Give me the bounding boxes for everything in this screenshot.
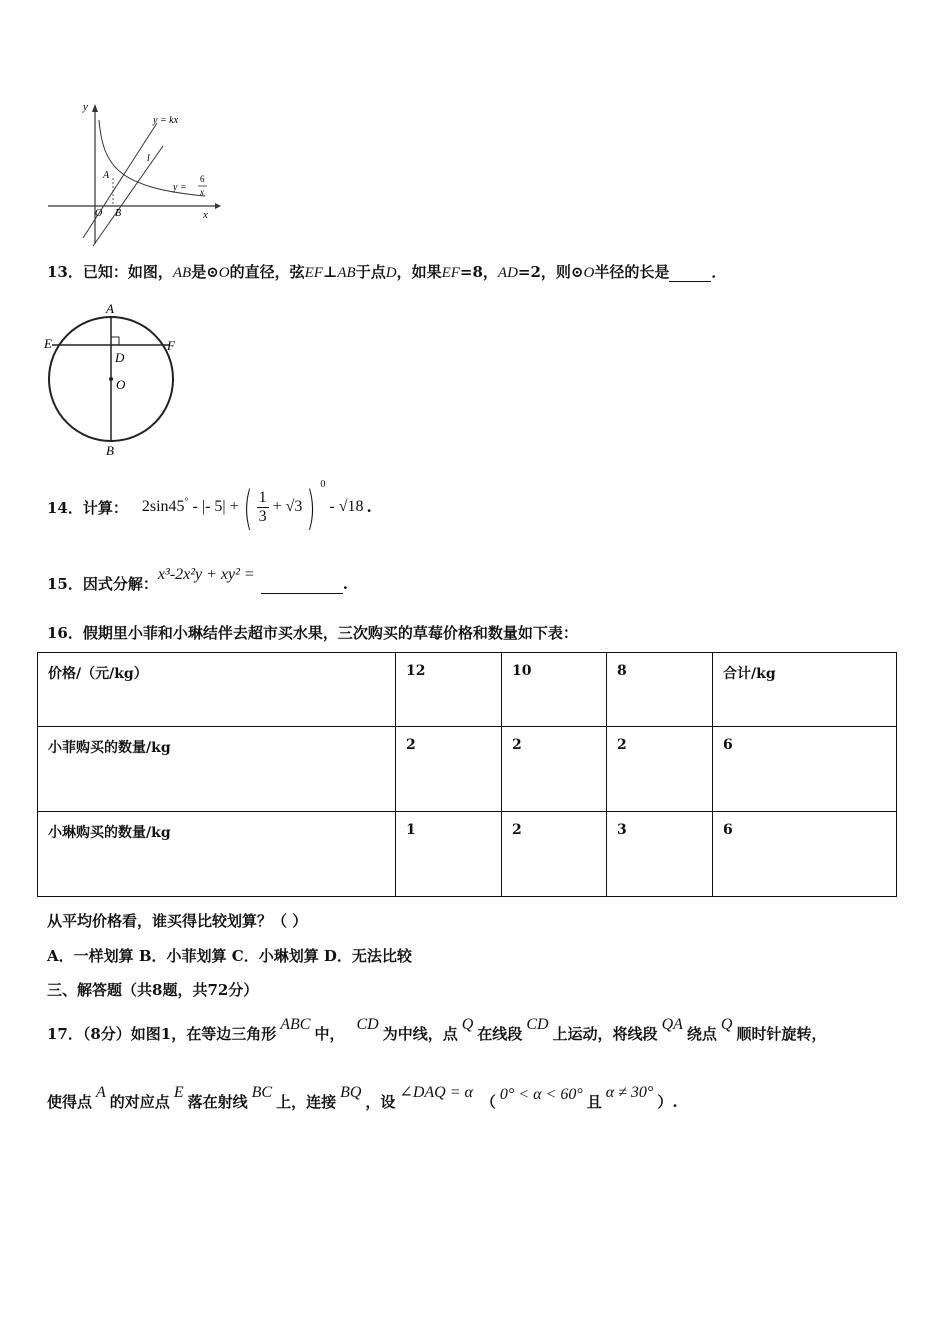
table-cell: 2 [607, 727, 713, 812]
table-cell: 2 [396, 727, 502, 812]
point-o-label: O [95, 208, 103, 219]
question-14 [47, 480, 372, 534]
q14-sqrt18: √18 [338, 498, 364, 516]
q17-range: 0° < α < 60° [499, 1086, 583, 1103]
q17-qa: QA [661, 1016, 683, 1033]
q13-text-h: 半径的长是 [594, 263, 670, 281]
q13-perp: ⊥ [322, 263, 338, 281]
table-cell: 6 [713, 812, 897, 897]
q17-p13: （ [480, 1093, 496, 1111]
q14-minus1: - [192, 498, 198, 516]
q14-plus2: + [272, 498, 282, 516]
table-cell: 合计/kg [713, 653, 897, 727]
q13-text-a: 13．已知：如图， [47, 263, 173, 281]
point-a-label: A [103, 170, 110, 181]
q15-expression: x³-2x²y + xy² = [157, 566, 255, 583]
q14-deg: ° [184, 497, 189, 509]
q17-p6: 绕点 [686, 1025, 717, 1043]
line-l [93, 146, 163, 246]
table-row [38, 653, 897, 727]
q17-a: A [96, 1084, 106, 1101]
right-angle-mark [111, 337, 119, 345]
question-17-line1 [47, 1008, 826, 1044]
line-l-label: l [147, 153, 150, 164]
q17-p1: 17．（8分）如图1，在等边三角形 [47, 1025, 277, 1043]
line-y-kx-label: y = kx [153, 115, 179, 126]
q14-fraction [257, 489, 269, 526]
q17-bc: BC [251, 1084, 273, 1101]
q17-p12: ，设 [365, 1093, 396, 1111]
q13-text-g: =2，则⊙ [517, 263, 584, 281]
q14-end: . [366, 498, 372, 516]
q14-abs: |- 5| [201, 498, 226, 516]
q13-text-d: 于点 [355, 263, 386, 281]
q13-text-e: ，如果 [396, 263, 442, 281]
q14-frac-den: 3 [258, 508, 267, 526]
q17-neq: α ≠ 30° [605, 1084, 654, 1101]
table-cell: 2 [502, 727, 607, 812]
table-cell: 8 [607, 653, 713, 727]
q17-e: E [173, 1084, 184, 1101]
q17-angle: ∠DAQ = α [399, 1084, 473, 1101]
table-row [38, 727, 897, 812]
q15-end: . [342, 575, 348, 593]
q17-p10: 落在射线 [187, 1093, 248, 1111]
label-e: E [44, 336, 52, 351]
q15-answer-blank [261, 575, 343, 594]
question-16-intro: 16．假期里小菲和小琳结伴去超市买水果，三次购买的草莓价格和数量如下表： [47, 624, 578, 642]
question-15 [47, 565, 348, 594]
q14-exp0: 0 [320, 479, 326, 491]
label-o: O [116, 377, 126, 392]
label-b: B [106, 443, 114, 458]
q17-bq: BQ [340, 1084, 362, 1101]
q17-q2: Q [720, 1016, 733, 1033]
table-row [38, 812, 897, 897]
table-cell: 2 [502, 812, 607, 897]
label-f: F [167, 338, 175, 353]
q14-expression [142, 479, 364, 534]
q13-o2: O [583, 265, 595, 281]
q17-p5: 上运动，将线段 [552, 1025, 658, 1043]
q13-ab: AB [172, 265, 192, 281]
q14-label: 14．计算： [47, 498, 128, 517]
hyperbola-num: 6 [200, 174, 205, 184]
q13-text-c: 的直径，弦 [229, 263, 305, 281]
table-cell: 12 [396, 653, 502, 727]
q13-d: D [385, 265, 397, 281]
q17-cd2: CD [526, 1016, 549, 1033]
table-cell: 3 [607, 812, 713, 897]
q13-ef2: EF [441, 265, 460, 281]
table-cell: 小琳购买的数量/kg [38, 812, 396, 897]
table-cell: 价格/（元/kg） [38, 653, 396, 727]
q17-p3: 为中线，点 [382, 1025, 458, 1043]
q17-p11: 上，连接 [276, 1093, 337, 1111]
q14-plus: + [229, 498, 239, 516]
q17-p14: 且 [586, 1093, 602, 1111]
graph-figure-12 [45, 98, 225, 248]
point-b-label: B [115, 208, 122, 219]
q14-lparen: ( [243, 480, 253, 535]
circle-figure-13 [42, 300, 187, 462]
hyperbola-den: x [200, 187, 204, 197]
q17-p15: ）. [657, 1093, 678, 1111]
q14-rparen: ) [306, 480, 316, 535]
q13-text-f: =8， [459, 263, 498, 281]
q14-minus2: - [329, 498, 335, 516]
q17-p8: 使得点 [47, 1093, 93, 1111]
q17-p7: 顺时针旋转， [736, 1025, 827, 1043]
q13-text-b: 是⊙ [191, 263, 219, 281]
question-16-options: A．一样划算 B．小菲划算 C．小琳划算 D．无法比较 [47, 947, 412, 965]
q13-o: O [218, 265, 230, 281]
q17-cd: CD [356, 1016, 379, 1033]
price-table [37, 652, 897, 897]
table-cell: 10 [502, 653, 607, 727]
q15-label: 15．因式分解： [47, 575, 158, 593]
section-3-heading: 三、解答题（共8题，共72分） [47, 981, 259, 999]
q17-p9: 的对应点 [109, 1093, 170, 1111]
y-axis-arrow [92, 104, 98, 112]
label-a: A [106, 301, 114, 316]
q14-sqrt3: √3 [285, 498, 303, 516]
q13-ad: AD [497, 265, 518, 281]
q17-p2: 中， [314, 1025, 345, 1043]
q13-ef: EF [304, 265, 323, 281]
q17-abc: ABC [280, 1016, 311, 1033]
q13-ab2: AB [337, 265, 356, 281]
q13-answer-blank [669, 263, 711, 282]
y-axis-label: y [83, 101, 88, 113]
label-d: D [115, 350, 125, 365]
hyperbola-label: y = [173, 182, 187, 193]
q17-q: Q [461, 1016, 474, 1033]
question-17-line2 [47, 1076, 678, 1112]
question-13 [47, 261, 726, 282]
x-axis-label: x [203, 209, 208, 221]
q14-sin: 2sin45 [141, 498, 185, 516]
question-16-question: 从平均价格看，谁买得比较划算？（ ） [47, 912, 308, 930]
line-y-kx [83, 123, 157, 238]
q13-end: ． [711, 263, 727, 281]
q17-p4: 在线段 [477, 1025, 523, 1043]
table-cell: 6 [713, 727, 897, 812]
x-axis-arrow [215, 203, 221, 209]
table-cell: 小菲购买的数量/kg [38, 727, 396, 812]
q14-frac-num: 1 [258, 489, 267, 507]
center-dot [109, 377, 113, 381]
table-cell: 1 [396, 812, 502, 897]
